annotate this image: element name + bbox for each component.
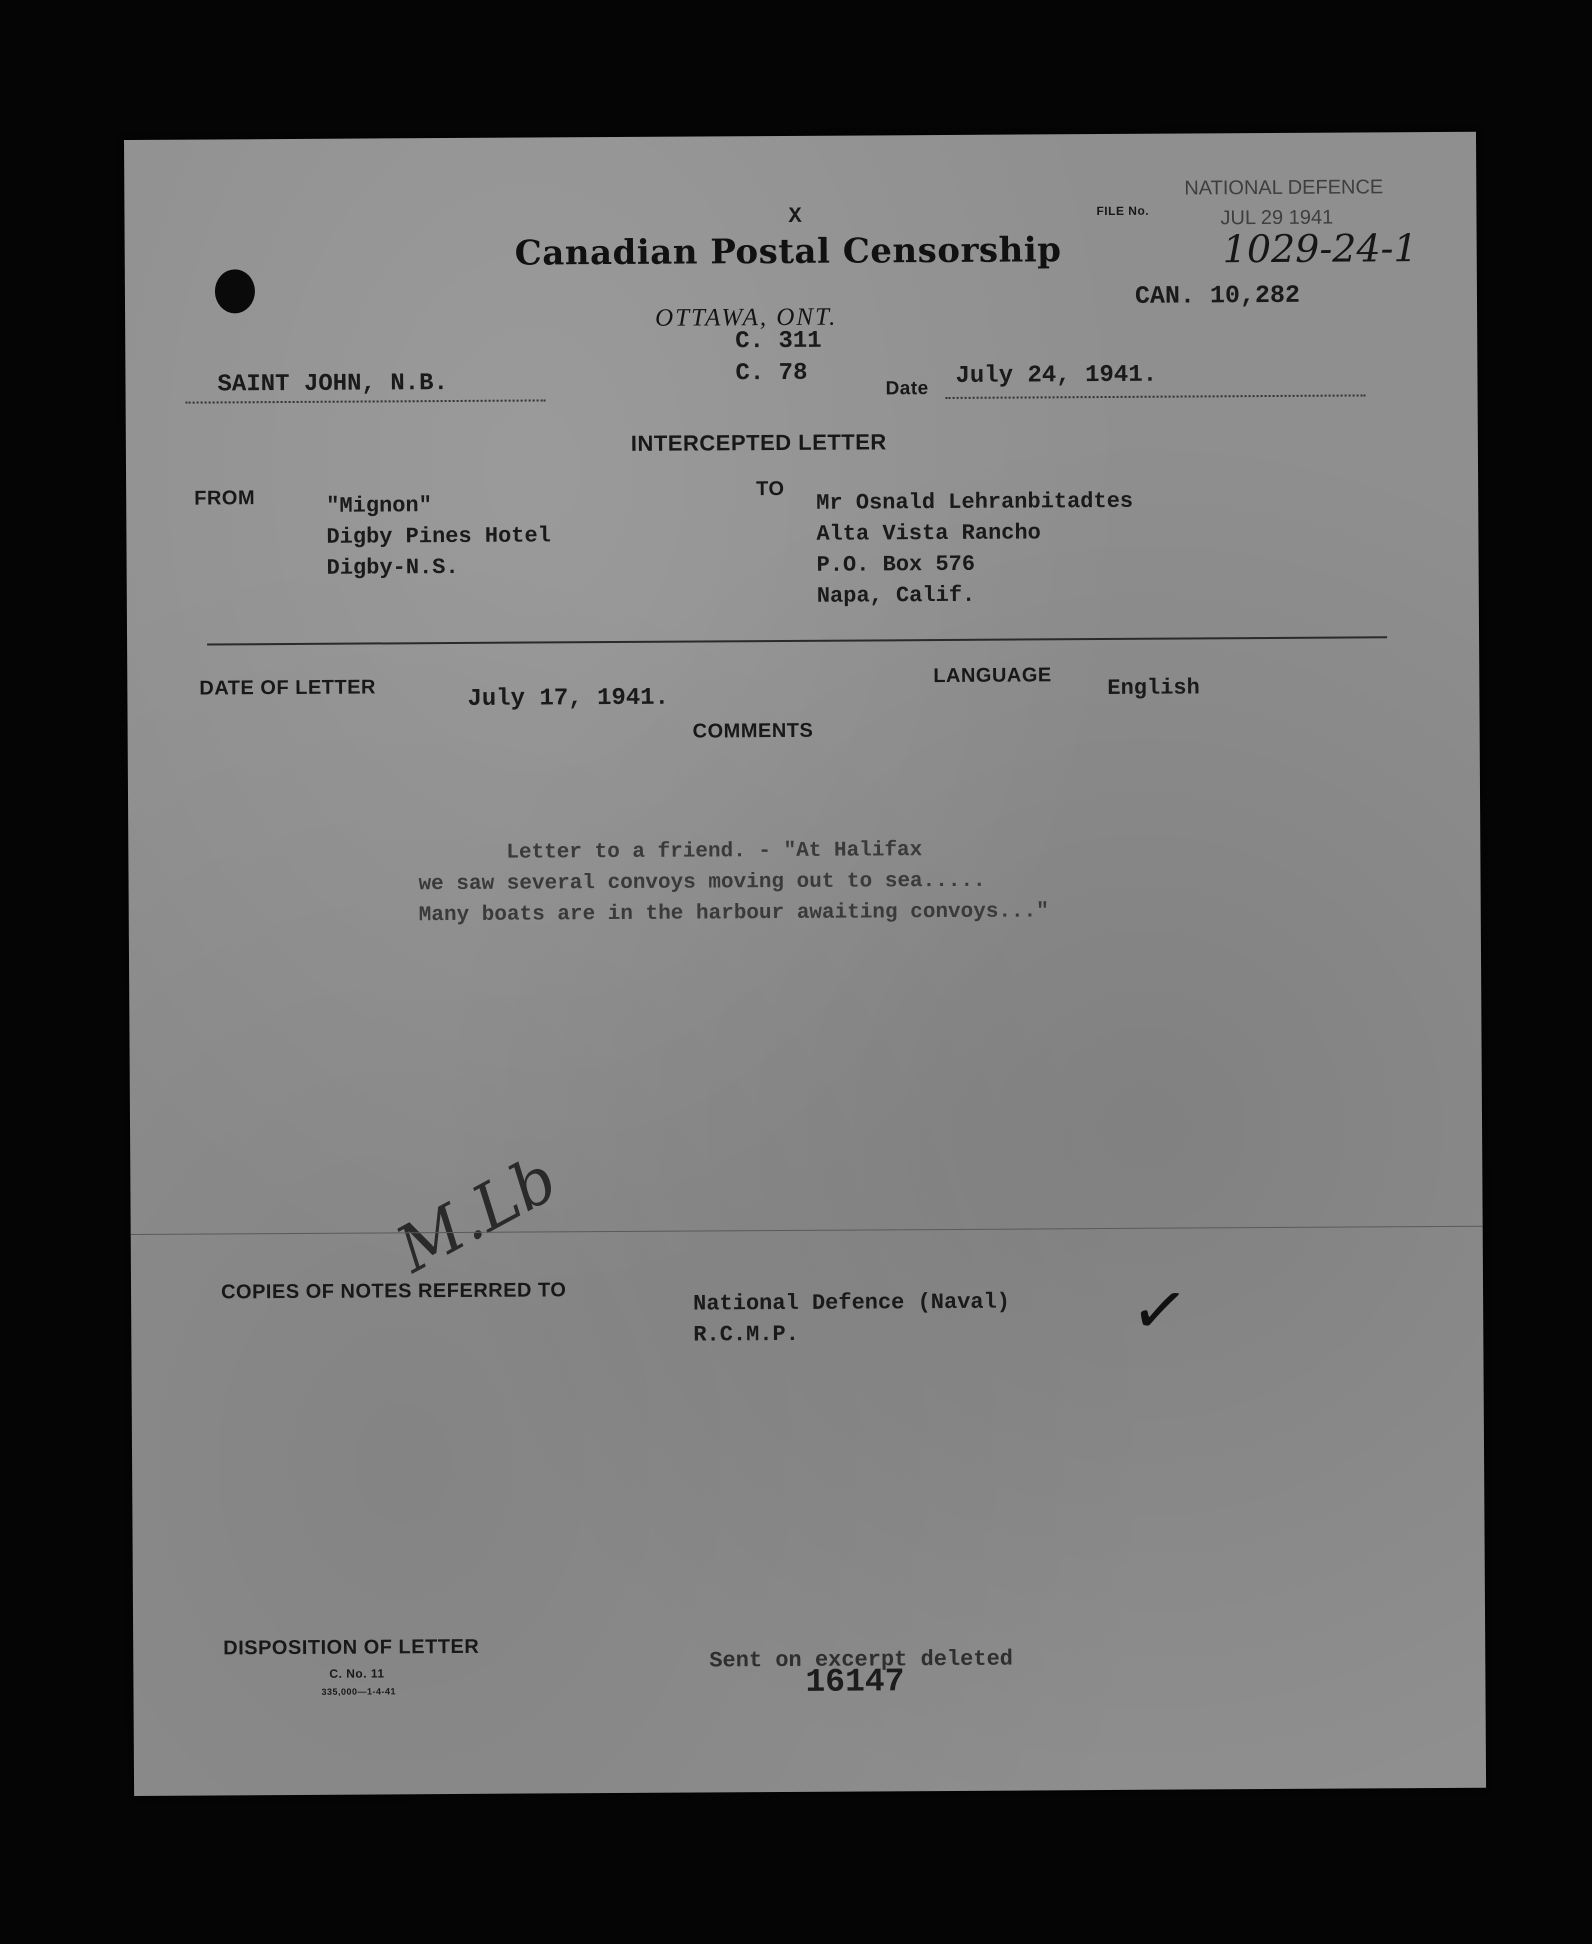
check-mark-icon: ✓	[1126, 1268, 1194, 1355]
address-line: Mr Osnald Lehranbitadtes	[816, 488, 1134, 516]
address-line: Digby-N.S.	[326, 554, 459, 581]
copies-label: COPIES OF NOTES REFERRED TO	[220, 1279, 567, 1304]
censorship-form	[124, 132, 1486, 1796]
file-mark: X	[788, 203, 802, 229]
section-title: INTERCEPTED LETTER	[630, 429, 887, 456]
language-label: LANGUAGE	[933, 664, 1052, 688]
to-label: TO	[756, 477, 785, 501]
date-underline	[946, 394, 1366, 399]
disposition-label: DISPOSITION OF LETTER	[223, 1635, 480, 1660]
address-line: Digby Pines Hotel	[326, 523, 551, 550]
copies-line: National Defence (Naval)	[693, 1289, 1011, 1317]
form-number: C. No. 11	[329, 1666, 385, 1681]
from-label: FROM	[194, 487, 256, 510]
can-number: CAN. 10,282	[1134, 280, 1301, 311]
office-underline	[186, 399, 546, 403]
address-line: P.O. Box 576	[816, 551, 976, 578]
date-label: Date	[885, 378, 929, 400]
file-number-label: FILE No.	[1096, 203, 1150, 219]
copies-line: R.C.M.P.	[693, 1321, 800, 1348]
censor-code: C. 78	[735, 359, 808, 388]
comment-line: Letter to a friend. - "At Halifax	[506, 839, 923, 865]
recipient-address	[816, 486, 1134, 612]
date-of-letter: July 17, 1941.	[467, 684, 670, 713]
copies-recipients	[693, 1287, 1010, 1351]
fold-line	[131, 1226, 1483, 1235]
comment-line: Many boats are in the harbour awaiting convoys..."	[418, 900, 1049, 928]
address-line: Alta Vista Rancho	[816, 520, 1041, 547]
date-of-letter-label: DATE OF LETTER	[199, 676, 377, 700]
punch-hole	[215, 269, 255, 313]
stamp-line: NATIONAL DEFENCE	[1184, 176, 1384, 200]
sender-address	[326, 489, 551, 583]
address-line: Napa, Calif.	[816, 582, 976, 609]
censor-initials: M.Lb	[385, 1142, 570, 1288]
divider	[207, 636, 1387, 645]
comments-text	[418, 834, 1049, 931]
censor-code: C. 311	[735, 327, 822, 356]
report-date: July 24, 1941.	[955, 361, 1158, 390]
language-value: English	[1107, 675, 1200, 702]
stamp-line: JUL 29 1941	[1220, 206, 1334, 230]
form-print-code: 335,000—1-4-41	[321, 1686, 397, 1697]
form-subtitle: OTTAWA, ONT.	[655, 303, 838, 332]
censor-codes	[735, 326, 822, 391]
form-title: Canadian Postal Censorship	[514, 230, 1062, 274]
address-line: "Mignon"	[326, 493, 432, 519]
file-number: 1029-24-1	[1222, 226, 1418, 272]
serial-number: 16147	[805, 1663, 905, 1701]
disposition-value: Sent on excerpt deleted	[709, 1646, 1014, 1674]
comment-line: we saw several convoys moving out to sea.....	[418, 869, 986, 897]
censor-office: SAINT JOHN, N.B.	[217, 370, 449, 399]
comments-label: COMMENTS	[692, 719, 814, 743]
